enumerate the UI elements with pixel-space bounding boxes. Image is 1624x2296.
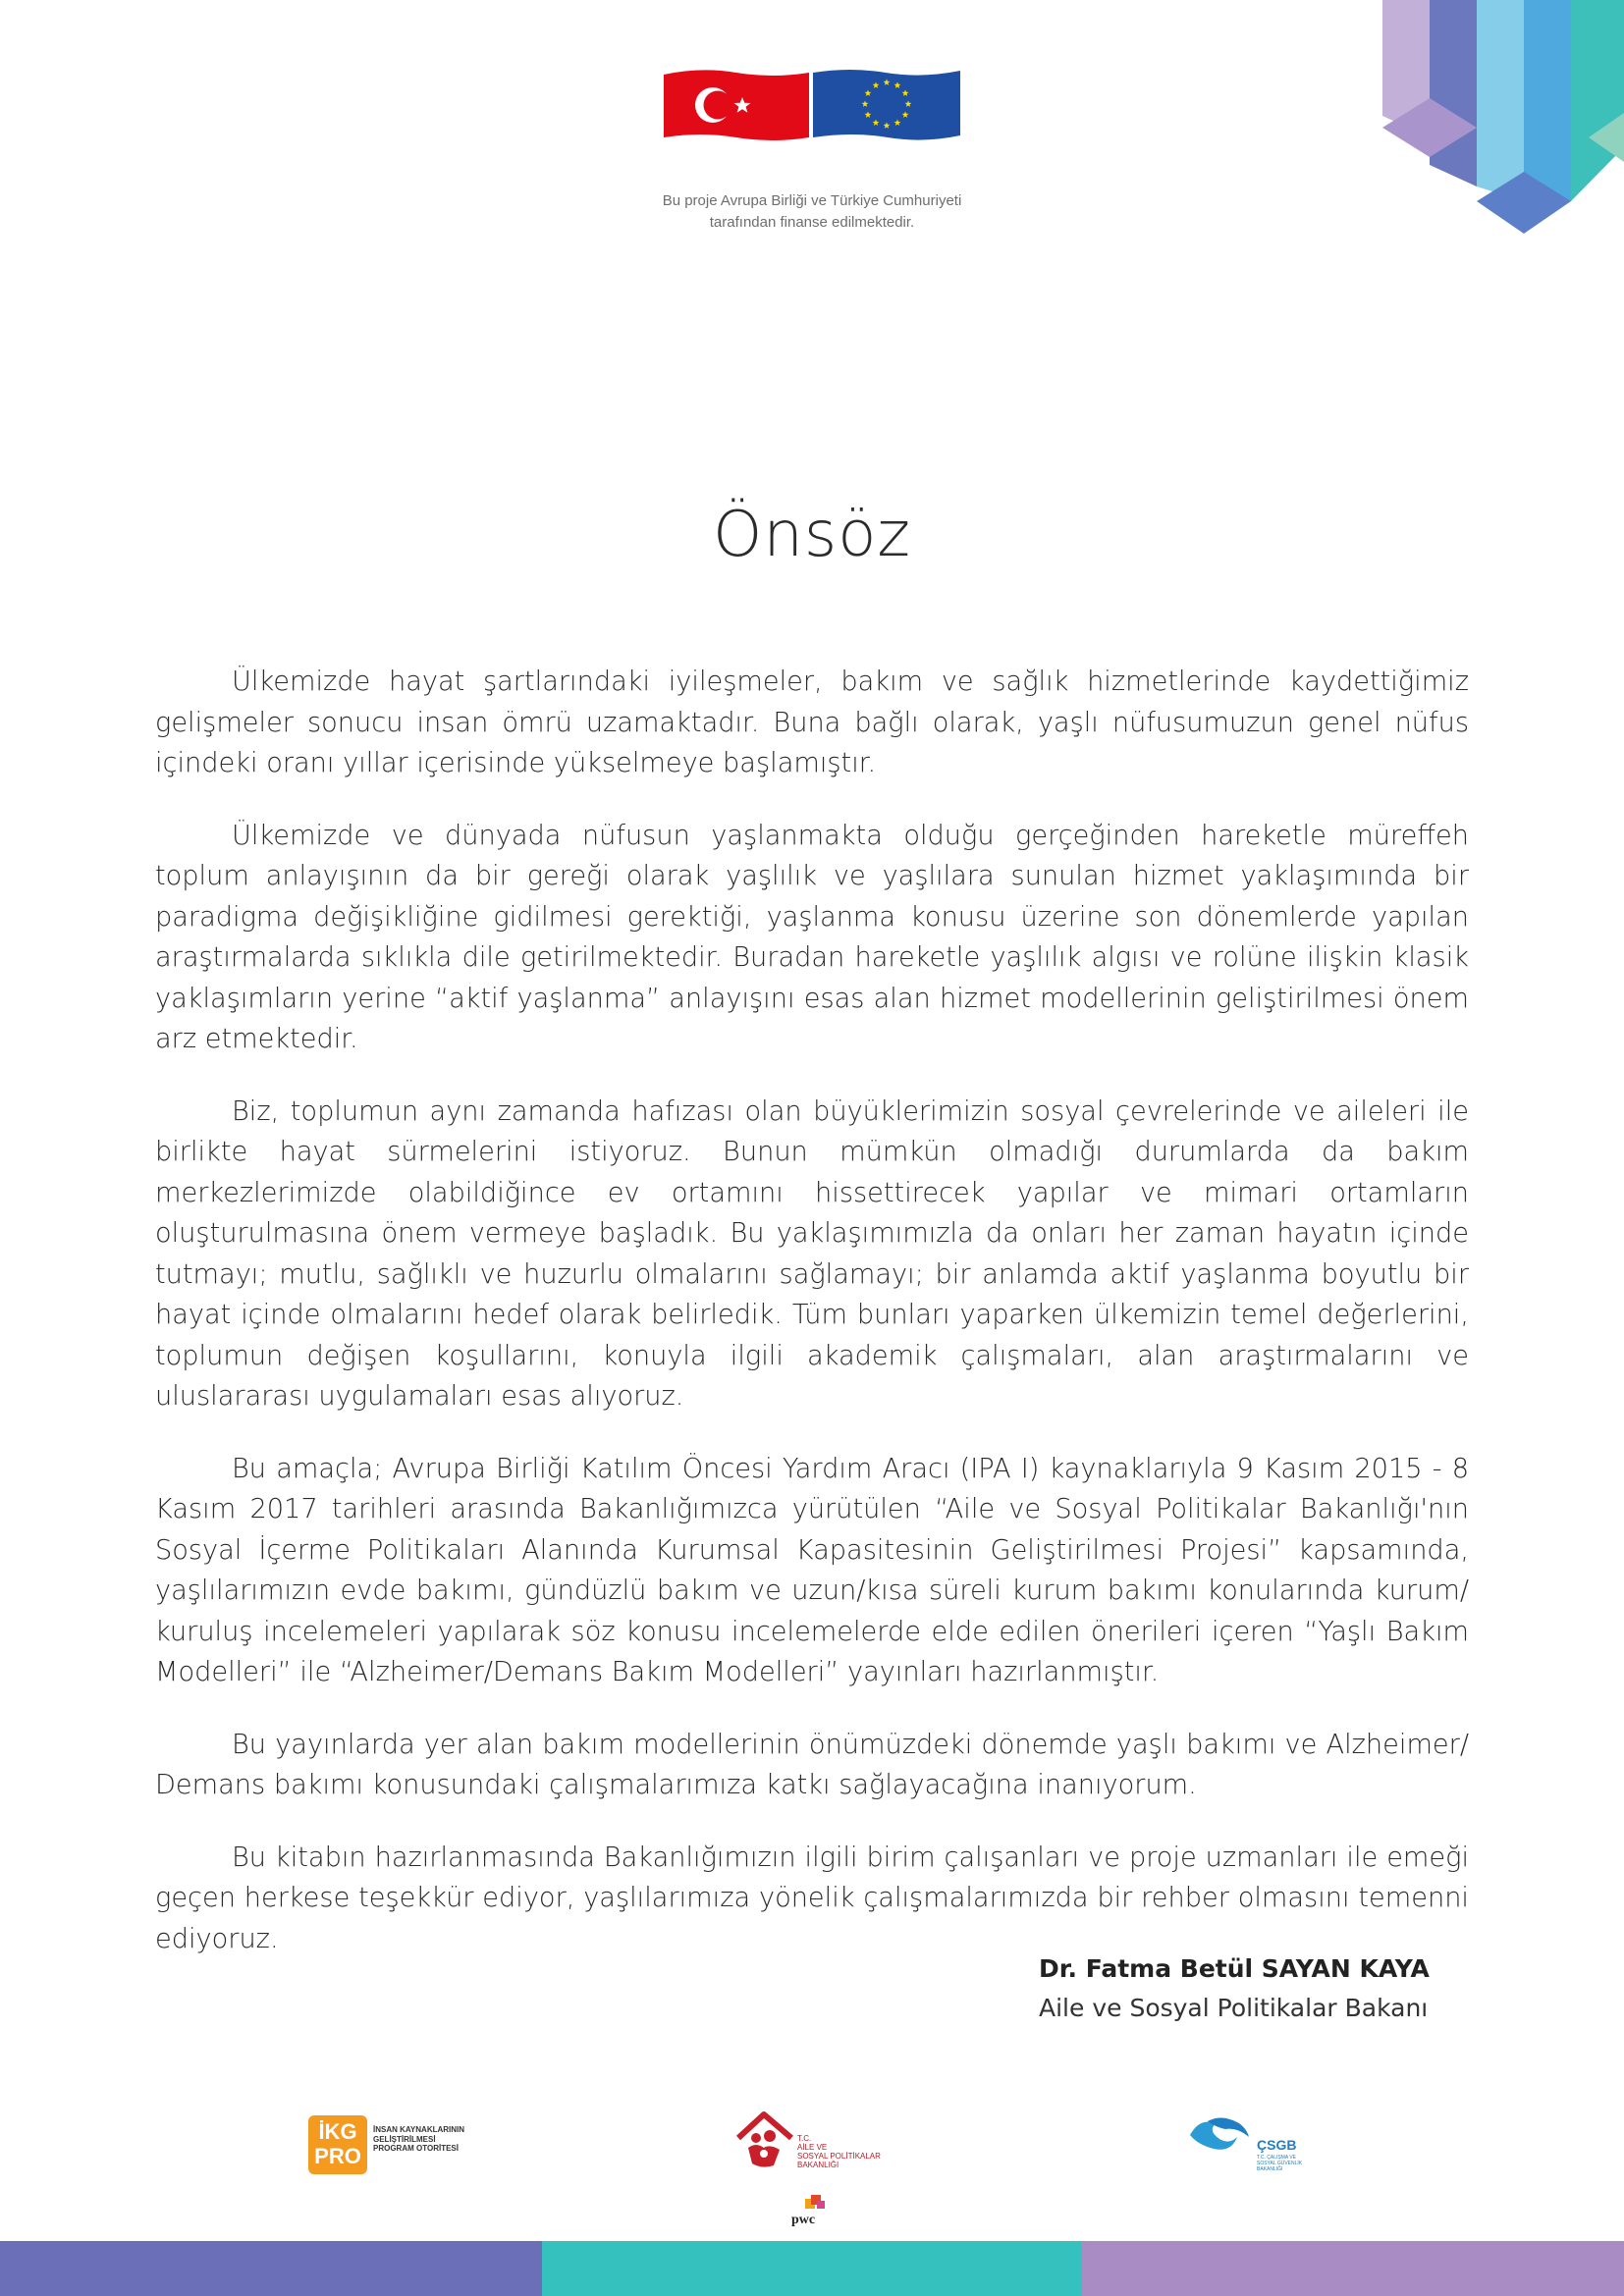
paragraph: Bu amaçla; Avrupa Birliği Katılım Öncesi Yardım Aracı (IPA I) kaynaklarıyla 9 Kasım 2015 - 8 Kasım 2017 tarihleri arasında Bakanlığımızca yürütülen “Aile ve Sosyal Politikalar Bakanlığı'nın Sosyal İçerme Politikaları Alanında Kurumsal Kapasitesinin Geliştirilmesi Projesi” kapsamında, yaşlılarımızın evde bakımı, gündüzlü bakım ve uzun/kısa süreli kurum bakımı konularında kurum/ kuruluş incelemeleri yapılarak söz konusu incelemelerde elde edilen önerileri içeren “Yaşlı Bakım Modelleri” ile “Alzheimer/Demans Bakım Modelleri” yayınları hazırlanmıştır. xyxy=(155,1453,1469,1687)
funding-caption-line: Bu proje Avrupa Birliği ve Türkiye Cumhuriyeti xyxy=(662,192,962,209)
asp-text-line: T.C. xyxy=(797,2134,812,2143)
paragraph: Ülkemizde hayat şartlarındaki iyileşmeler, bakım ve sağlık hizmetlerinde kaydettiğimiz gelişmeler sonucu insan ömrü uzamaktadır. Buna bağlı olarak, yaşlı nüfusumuzun genel nüfus içindeki oranı yıllar içerisinde yükselmeye başlamıştır. xyxy=(155,667,1469,778)
signatory-name: Dr. Fatma Betül SAYAN KAYA xyxy=(1039,1954,1430,1983)
ikg-pro-text xyxy=(373,2125,464,2154)
csgb-wordmark: ÇSGB xyxy=(1257,2137,1297,2153)
ikg-mark-line: PRO xyxy=(314,2144,361,2168)
asp-house-icon xyxy=(734,2109,797,2171)
signatory-title: Aile ve Sosyal Politikalar Bakanı xyxy=(1039,1994,1429,2022)
csgb-sub-line: T.C. ÇALIŞMA VE xyxy=(1257,2155,1297,2161)
ikg-mark-line: İKG xyxy=(318,2119,357,2144)
page-title: Önsöz xyxy=(712,499,912,571)
footer-bar-left xyxy=(0,2241,542,2296)
asp-ministry-text xyxy=(797,2134,881,2169)
decorative-corner-graphic xyxy=(1382,0,1624,236)
pwc-wordmark: pwc xyxy=(791,2213,816,2227)
csgb-ministry-logo xyxy=(1186,2113,1324,2174)
paragraph: Biz, toplumun aynı zamanda hafızası olan büyüklerimizin sosyal çevrelerinde ve aileleri ile birlikte hayat sürmelerini istiyoruz. Bunun mümkün olmadığı durumlarda da bakım merkezlerimizde olabildiğince ev ortamını hissettirecek yapılar ve mimari ortamların oluşturulmasına önem vermeye başladık. Bu yaklaşımımızla da onları her zaman hayatın içinde tutmayı; mutlu, sağlıklı ve huzurlu olmalarını sağlamayı; bir anlamda aktif yaşlanma boyutlu bir hayat içinde olmalarını hedef olarak belirledik. Tüm bunları yaparken ülkemizin temel değerlerini, toplumun değişen koşullarını, konuyla ilgili akademik çalışmaları, alan araştırmalarını ve uluslararası uygulamaları esas alıyoruz. xyxy=(155,1095,1469,1412)
footer-bar-middle xyxy=(542,2241,1082,2296)
ikg-text-line: PROGRAM OTORİTESİ xyxy=(373,2144,459,2153)
signature-block xyxy=(1039,1949,1471,2028)
ikg-pro-mark xyxy=(308,2115,367,2174)
csgb-sub-line: BAKANLIĞI xyxy=(1257,2166,1283,2172)
asp-text-line: SOSYAL POLİTİKALAR xyxy=(797,2152,881,2161)
ikg-pro-logo xyxy=(308,2115,485,2178)
asp-text-line: BAKANLIĞI xyxy=(797,2161,839,2169)
funding-caption-line: tarafından finanse edilmektedir. xyxy=(709,214,915,231)
pwc-mark-icon xyxy=(787,2195,837,2215)
footer-color-bar xyxy=(0,2241,1624,2296)
paragraph: Bu kitabın hazırlanmasında Bakanlığımızın ilgili birim çalışanları ve proje uzmanları ile emeği geçen herkese teşekkür ediyor, yaşlılarımıza yönelik çalışmalarımızda bir rehber olmasını temenni ediyoruz. xyxy=(155,1842,1469,1954)
asp-ministry-logo xyxy=(734,2109,892,2179)
paragraph: Bu yayınlarda yer alan bakım modellerinin önümüzdeki dönemde yaşlı bakımı ve Alzheimer/ Demans bakımı konusundaki çalışmalarımıza katkı sağlayacağına inanıyorum. xyxy=(155,1729,1469,1800)
funding-caption xyxy=(628,190,996,234)
ikg-text-line: GELİŞTİRİLMESİ xyxy=(373,2134,436,2144)
foreword-body xyxy=(155,662,1469,1991)
ikg-text-line: İNSAN KAYNAKLARININ xyxy=(373,2125,465,2134)
csgb-sub-line: SOSYAL GÜVENLİK xyxy=(1257,2161,1303,2166)
csgb-wave-icon xyxy=(1186,2113,1253,2157)
csgb-subtext xyxy=(1257,2155,1302,2172)
paragraph: Ülkemizde ve dünyada nüfusun yaşlanmakta olduğu gerçeğinden hareketle müreffeh toplum anlayışının da bir gereği olarak yaşlılık ve yaşlılara sunulan hizmet yaklaşımında bir paradigma değişikliğine gidilmesi gerektiği, yaşlanma konusu üzerine son dönemlerde yapılan araştırmalarda sıklıkla dile getirilmektedir. Buradan hareketle yaşlılık algısı ve rolüne ilişkin klasik yaklaşımların yerine “aktif yaşlanma” anlayışını esas alan hizmet modellerinin geliştirilmesi önem arz etmektedir. xyxy=(155,820,1469,1054)
asp-text-line: AİLE VE xyxy=(797,2143,828,2152)
project-flags xyxy=(662,67,962,143)
eu-flag-icon xyxy=(813,70,960,140)
pwc-logo xyxy=(787,2195,837,2230)
footer-bar-right xyxy=(1082,2241,1624,2296)
turkey-flag-icon xyxy=(664,70,809,140)
